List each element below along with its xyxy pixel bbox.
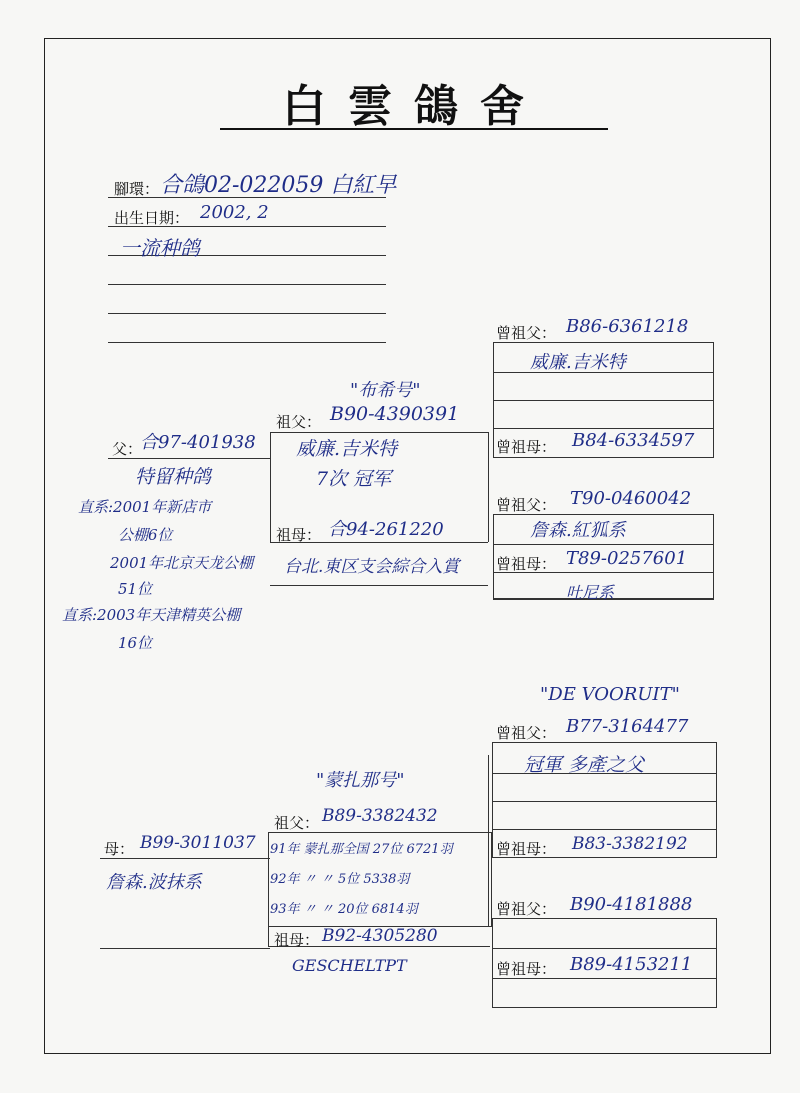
paternal-ggm2-name: 吐尼系 [566, 583, 615, 602]
maternal-bracket-left [268, 832, 269, 946]
maternal-grandfather-note-3: 93年 〃 〃 20位 6814羽 [270, 902, 418, 917]
father-ring: 合97-401938 [140, 432, 256, 453]
father-note-3: 2001年北京天龙公棚 [110, 554, 254, 572]
subject-birth-date: 2002, 2 [200, 202, 269, 223]
father-note-5: 直系:2003年天津精英公棚 [62, 606, 241, 624]
p-ggf1-l2 [493, 400, 714, 401]
maternal-grandmother-ring: B92-4305280 [322, 926, 438, 946]
ring-label: 腳環： [114, 180, 160, 198]
m-ggf1-l3 [492, 829, 717, 830]
paternal-grandfather-note-1: 威廉.吉米特 [296, 438, 398, 460]
maternal-grandfather-note-2: 92年 〃 〃 5位 5338羽 [270, 872, 410, 887]
maternal-ggf1-ring: B77-3164477 [566, 716, 689, 737]
paternal-ggf2-label: 曾祖父： [496, 496, 557, 514]
maternal-grandfather-ring: B89-3382432 [322, 806, 438, 826]
title-underline [220, 128, 608, 130]
paternal-grandfather-label: 祖父： [276, 413, 322, 431]
maternal-nickname: "蒙扎那号" [316, 770, 405, 791]
subject-note: 一流种鸽 [120, 236, 200, 260]
maternal-ggf2-ring: B90-4181888 [570, 894, 693, 915]
paternal-ggf1-label: 曾祖父： [496, 324, 557, 342]
paternal-grandfather-note-2: 7次 冠军 [316, 468, 392, 490]
m-ggf1-l2 [492, 801, 717, 802]
father-label: 父： [112, 440, 143, 458]
mother-ring: B99-3011037 [140, 833, 256, 853]
paternal-nickname: "布希号" [350, 380, 421, 401]
blank-line-2 [108, 313, 386, 314]
paternal-ggm1-ring: B84-6334597 [572, 430, 695, 451]
blank-line-3 [108, 342, 386, 343]
father-note-6: 16位 [118, 634, 153, 652]
blank-line-1 [108, 284, 386, 285]
maternal-ggf2-label: 曾祖父： [496, 900, 557, 918]
father-note-1: 直系:2001年新店市 [78, 498, 212, 516]
paternal-grandmother-note: 台北.東区支会綜合入賞 [284, 557, 460, 577]
maternal-dv-nickname: "DE VOORUIT" [540, 684, 680, 705]
paternal-grandmother-ring: 合94-261220 [328, 519, 444, 540]
maternal-ggm1-label: 曾祖母： [496, 840, 557, 858]
paternal-ggm2-label: 曾祖母： [496, 555, 557, 573]
maternal-grandmother-name: GESCHELTPT [292, 956, 407, 975]
page-title: 白雲鴿舍 [282, 81, 546, 132]
paternal-ggf1-ring: B86-6361218 [566, 316, 689, 337]
father-name: 特留种鸽 [135, 466, 212, 488]
paternal-ggm2-ring: T89-0257601 [566, 548, 688, 569]
paternal-gm-bottom [270, 585, 488, 586]
mother-blank-line [100, 948, 270, 949]
father-note-4: 51位 [118, 580, 153, 598]
paternal-gf-top [270, 432, 488, 433]
maternal-grandfather-label: 祖父： [274, 814, 320, 832]
maternal-grandfather-note-1: 91年 蒙扎那全国 27位 6721羽 [270, 842, 453, 857]
maternal-ggm1-ring: B83-3382192 [572, 834, 688, 854]
paternal-grandfather-ring: B90-4390391 [330, 403, 460, 425]
subject-ring: 合鴿02-022059 白紅早 [160, 173, 397, 198]
paternal-ggf2-name: 詹森.紅狐系 [530, 520, 626, 541]
paternal-ggm1-label: 曾祖母： [496, 438, 557, 456]
p-ggf1-l3 [493, 428, 714, 429]
paternal-bracket-left [270, 432, 271, 542]
maternal-bracket-right [488, 755, 489, 927]
paternal-ggf2-ring: T90-0460042 [570, 488, 692, 509]
p-ggf2-l1 [493, 544, 714, 545]
maternal-ggm2-ring: B89-4153211 [570, 954, 693, 975]
mother-name: 詹森.波抹系 [106, 872, 202, 893]
maternal-ggf1-label: 曾祖父： [496, 724, 557, 742]
m-ggf2-l1 [492, 948, 717, 949]
maternal-grandmother-label: 祖母： [274, 931, 320, 949]
paternal-ggf1-name: 威廉.吉米特 [530, 352, 626, 373]
maternal-ggm2-label: 曾祖母： [496, 960, 557, 978]
mother-label: 母： [104, 840, 135, 858]
paternal-grandmother-label: 祖母： [276, 526, 322, 544]
maternal-ggf1-name: 冠軍 多產之父 [524, 754, 645, 776]
paternal-bracket-right [488, 432, 489, 542]
father-note-2: 公棚6位 [118, 526, 173, 544]
birth-date-label: 出生日期： [114, 209, 190, 227]
